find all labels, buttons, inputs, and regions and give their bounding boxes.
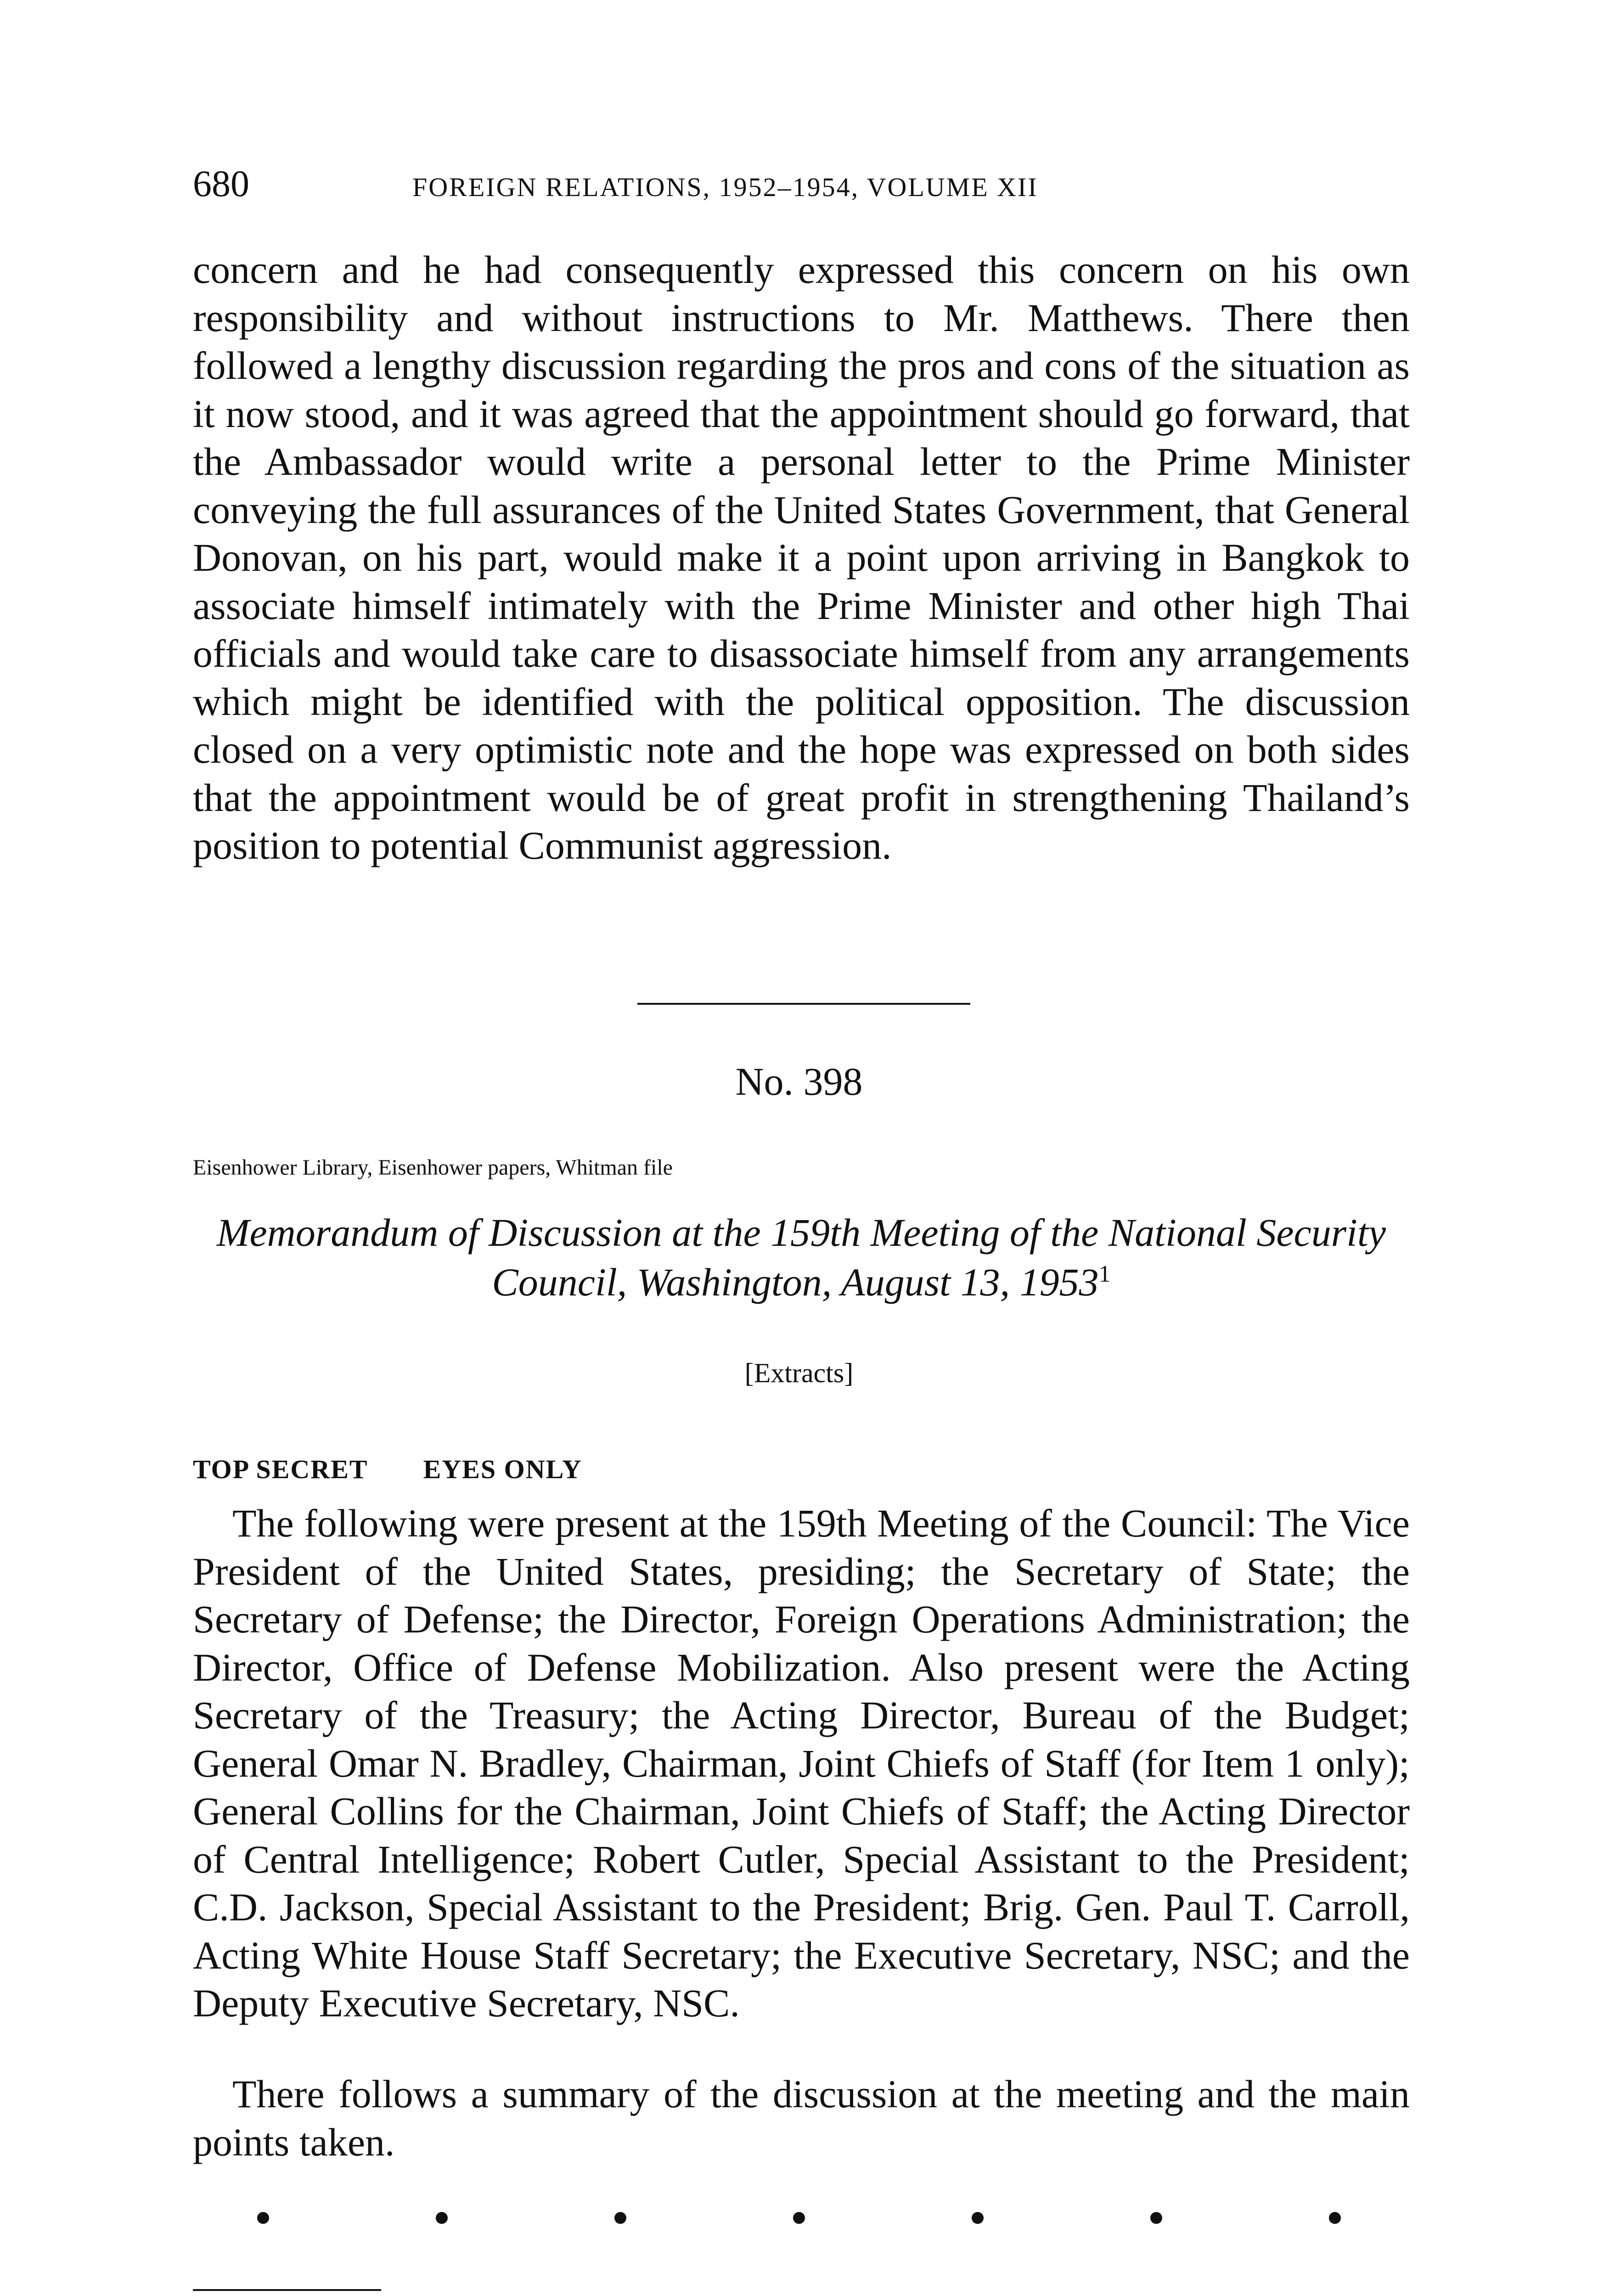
ellipsis-dot — [1329, 2212, 1341, 2224]
attendance-paragraph: The following were present at the 159th Meeting of the Council: The Vice President of the United States, presiding; the Secretary of State; the Secretary of Defense; the Director, Foreign Operations Administration; the Director, Office of Defense Mobilization. Also present were the Acting Secretary of the Treasury; the Acting Director, Bureau of the Budget; General Omar N. Bradley, Chairman, Joint Chiefs of Staff (for Item 1 only); General Collins for the Chairman, Joint Chiefs of Staff; the Acting Director of Central Intelligence; Robert Cutler, Special Assistant to the President; C.D. Jackson, Special Assistant to the President; Brig. Gen. Paul T. Carroll, Acting White House Staff Secretary; the Executive Secretary, NSC; and the Deputy Executive Secretary, NSC. — [193, 1501, 1410, 2025]
classification-eyes-only: EYES ONLY — [423, 1454, 582, 1484]
omission-ellipsis — [257, 2204, 1341, 2232]
ellipsis-dot — [972, 2212, 984, 2224]
footnote-rule — [193, 2289, 381, 2291]
ellipsis-dot — [793, 2212, 805, 2224]
running-head: FOREIGN RELATIONS, 1952–1954, VOLUME XII — [412, 172, 1038, 202]
ellipsis-dot — [436, 2212, 448, 2224]
title-footnote-ref: 1 — [1098, 1261, 1111, 1287]
ellipsis-dot — [1150, 2212, 1162, 2224]
document-title — [193, 1208, 1410, 1307]
extracts-label: [Extracts] — [744, 1358, 854, 1388]
page-header — [193, 161, 1414, 211]
classification-top-secret: TOP SECRET — [193, 1454, 368, 1484]
classification-marking — [193, 1451, 582, 1488]
source-note: Eisenhower Library, Eisenhower papers, Whitman file — [193, 1155, 673, 1180]
ellipsis-dot — [614, 2212, 626, 2224]
ellipsis-dot — [257, 2212, 269, 2224]
summary-paragraph: There follows a summary of the discussion at the meeting and the main points taken. — [193, 2072, 1410, 2164]
page-number: 680 — [193, 163, 249, 204]
document-number: No. 398 — [735, 1059, 863, 1103]
document-title-text: Memorandum of Discussion at the 159th Meeting of the National Security Council, Washington, August 13, 1953 — [216, 1210, 1386, 1304]
continuation-paragraph: concern and he had consequently expressed this concern on his own responsibility and without instructions to Mr. Matthews. There then followed a lengthy discussion regarding the pros and cons of the situation as it now stood, and it was agreed that the appointment should go forward, that the Ambassador would write a personal letter to the Prime Minister conveying the full assurances of the United States Government, that General Donovan, on his part, would make it a point upon arriving in Bangkok to associate himself intimately with the Prime Minister and other high Thai officials and would take care to disassociate himself from any arrangements which might be identified with the political opposition. The discussion closed on a very optimistic note and the hope was expressed on both sides that the appointment would be of great profit in strengthening Thailand’s position to potential Communist aggression. — [193, 248, 1410, 867]
section-divider — [637, 1003, 970, 1005]
